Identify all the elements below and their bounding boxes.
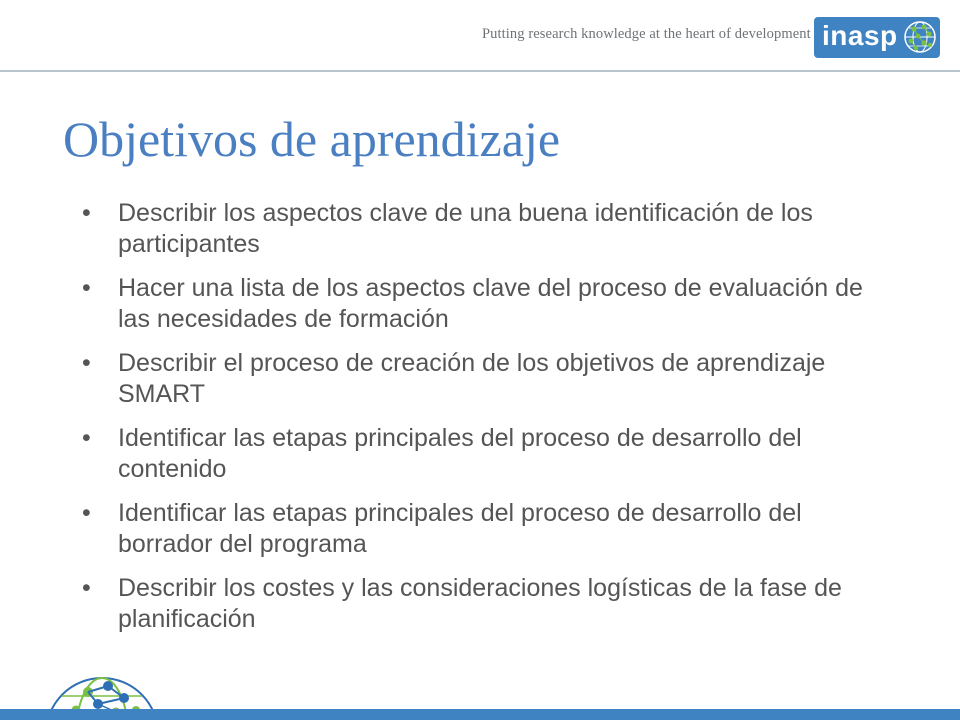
bullet-marker: • xyxy=(82,499,91,527)
logo-text: inasp xyxy=(822,20,898,51)
list-item xyxy=(82,573,872,635)
bullet-marker: • xyxy=(82,199,91,227)
list-item xyxy=(82,498,872,560)
list-item xyxy=(82,423,872,485)
list-item xyxy=(82,348,872,410)
tagline: Putting research knowledge at the heart of development xyxy=(482,26,811,42)
objective-text: Describir los aspectos clave de una buena identificación de los participantes xyxy=(118,199,813,258)
footer-bar xyxy=(0,709,960,720)
header-divider xyxy=(0,70,960,72)
slide-title: Objetivos de aprendizaje xyxy=(63,111,561,167)
objective-text: Hacer una lista de los aspectos clave del proceso de evaluación de las necesidades de formación xyxy=(118,274,863,333)
objective-text: Describir los costes y las consideraciones logísticas de la fase de planificación xyxy=(118,574,842,633)
objective-text: Identificar las etapas principales del proceso de desarrollo del contenido xyxy=(118,424,802,483)
list-item xyxy=(82,273,872,335)
objectives-list xyxy=(82,198,872,648)
bullet-marker: • xyxy=(82,574,91,602)
bullet-marker: • xyxy=(82,274,91,302)
objective-text: Describir el proceso de creación de los objetivos de aprendizaje SMART xyxy=(118,349,826,408)
list-item xyxy=(82,198,872,260)
inasp-logo xyxy=(814,17,940,58)
network-globe-icon xyxy=(902,19,938,55)
objective-text: Identificar las etapas principales del proceso de desarrollo del borrador del programa xyxy=(118,499,802,558)
bullet-marker: • xyxy=(82,349,91,377)
bullet-marker: • xyxy=(82,424,91,452)
